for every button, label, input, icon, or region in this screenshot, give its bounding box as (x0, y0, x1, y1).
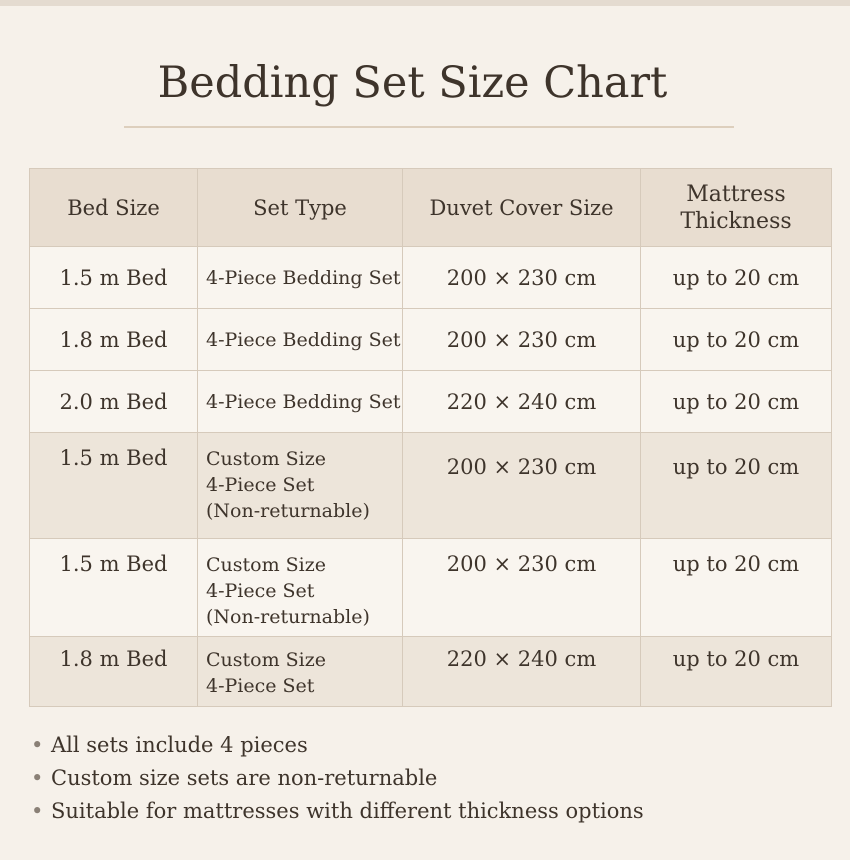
cell-set-type (198, 637, 403, 707)
cell-set-type (198, 247, 403, 309)
cell-mattress-text: up to 20 cm (672, 552, 800, 576)
cell-duvet-cover-size (403, 539, 641, 637)
cell-bed-size-text: 1.5 m Bed (59, 446, 168, 470)
table-row (30, 637, 832, 707)
cell-bed-size: 2.0 m Bed (30, 371, 198, 433)
cell-duvet-cover-size: 220 × 240 cm (403, 371, 641, 433)
set-type-lines (206, 539, 394, 630)
cell-set-type (198, 433, 403, 539)
note-item (31, 729, 644, 762)
cell-mattress-thickness (641, 433, 832, 539)
note-item (31, 795, 644, 828)
cell-duvet-cover-size: 200 × 230 cm (403, 309, 641, 371)
set-type-lines (206, 637, 394, 699)
cell-bed-size (30, 637, 198, 707)
cell-duvet-cover-size: 200 × 230 cm (403, 247, 641, 309)
table-header-row (30, 169, 832, 247)
table-row (30, 309, 832, 371)
set-type-line: 4-Piece Set (206, 675, 315, 697)
header-set-type: Set Type (198, 169, 403, 247)
cell-mattress-text: up to 20 cm (672, 647, 800, 671)
set-type-line: Custom Size (206, 448, 327, 470)
title-divider (124, 126, 734, 128)
header-duvet-cover-size: Duvet Cover Size (403, 169, 641, 247)
set-type-line: 4-Piece Set (206, 580, 315, 602)
cell-duvet-text: 200 × 230 cm (446, 552, 597, 576)
cell-bed-size (30, 539, 198, 637)
header-mattress-thickness (641, 169, 832, 247)
set-type-line: 4-Piece Bedding Set (206, 390, 401, 413)
cell-mattress-thickness: up to 20 cm (641, 371, 832, 433)
cell-set-type (198, 371, 403, 433)
bullet-icon: • (31, 766, 44, 790)
cell-duvet-cover-size (403, 433, 641, 539)
cell-set-type (198, 539, 403, 637)
note-text: Suitable for mattresses with different thickness options (51, 799, 644, 823)
cell-bed-size: 1.5 m Bed (30, 247, 198, 309)
set-type-line: 4-Piece Bedding Set (206, 266, 401, 289)
bullet-icon: • (31, 733, 44, 757)
set-type-line: 4-Piece Bedding Set (206, 328, 401, 351)
cell-duvet-text: 220 × 240 cm (446, 647, 597, 671)
set-type-line: Custom Size (206, 554, 327, 576)
cell-bed-size (30, 433, 198, 539)
cell-mattress-thickness: up to 20 cm (641, 247, 832, 309)
header-mattress-line2: Thickness (680, 208, 792, 234)
table-row (30, 247, 832, 309)
cell-duvet-text: 200 × 230 cm (446, 455, 597, 479)
table-row (30, 433, 832, 539)
cell-bed-size-text: 1.8 m Bed (59, 647, 168, 671)
set-type-line: (Non-returnable) (206, 500, 370, 522)
cell-mattress-thickness: up to 20 cm (641, 309, 832, 371)
top-strip (0, 0, 850, 6)
cell-duvet-cover-size (403, 637, 641, 707)
header-bed-size: Bed Size (30, 169, 198, 247)
note-text: Custom size sets are non-returnable (51, 766, 438, 790)
set-type-line: 4-Piece Set (206, 474, 315, 496)
cell-bed-size: 1.8 m Bed (30, 309, 198, 371)
cell-set-type (198, 309, 403, 371)
set-type-line: (Non-returnable) (206, 606, 370, 628)
cell-bed-size-text: 1.5 m Bed (59, 552, 168, 576)
table-row (30, 539, 832, 637)
size-chart-table (29, 168, 832, 707)
cell-mattress-thickness (641, 539, 832, 637)
cell-mattress-thickness (641, 637, 832, 707)
bullet-icon: • (31, 799, 44, 823)
set-type-lines (206, 433, 394, 524)
note-item (31, 762, 644, 795)
page-title: Bedding Set Size Chart (157, 58, 668, 108)
header-mattress-line1: Mattress (686, 181, 786, 207)
notes-list (31, 729, 644, 828)
note-text: All sets include 4 pieces (51, 733, 308, 757)
cell-mattress-text: up to 20 cm (672, 455, 800, 479)
table-row (30, 371, 832, 433)
set-type-line: Custom Size (206, 649, 327, 671)
